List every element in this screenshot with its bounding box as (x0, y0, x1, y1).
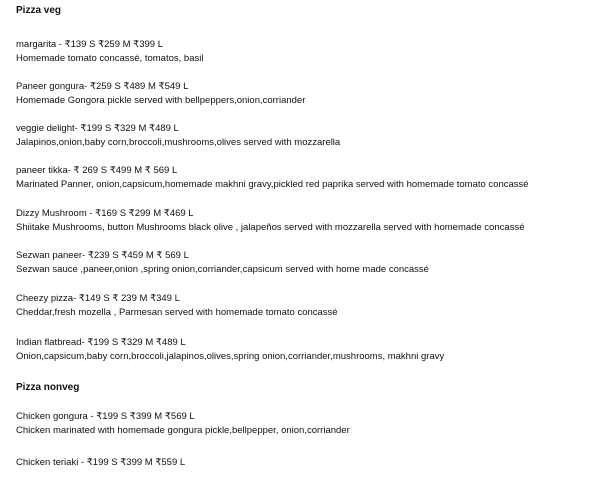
menu-item-description: Marinated Panner, onion,capsicum,homemade makhni gravy,pickled red paprika served with homemade tomato concassé (16, 179, 529, 190)
menu-item-description: Jalapinos,onion,baby corn,broccoli,mushrooms,olives served with mozzarella (16, 137, 341, 148)
menu-item-indian-flatbread (16, 337, 596, 363)
menu-item-title: veggie delight- ₹199 S ₹329 M ₹489 L (16, 123, 179, 134)
menu-item-title: Chicken gongura - ₹199 S ₹399 M ₹569 L (16, 411, 195, 422)
menu-item-title: Sezwan paneer- ₹239 S ₹459 M ₹ 569 L (16, 250, 189, 261)
menu-item-title: paneer tikka- ₹ 269 S ₹499 M ₹ 569 L (16, 165, 178, 176)
menu-item-title: Dizzy Mushroom - ₹169 S ₹299 M ₹469 L (16, 208, 194, 219)
menu-item-dizzy-mushroom (16, 208, 596, 234)
menu-item-title: Cheezy pizza- ₹149 S ₹ 239 M ₹349 L (16, 293, 180, 304)
menu-item-title: margarita - ₹139 S ₹259 M ₹399 L (16, 39, 163, 50)
menu-item-paneer-tikka (16, 165, 596, 191)
menu-item-description: Shiitake Mushrooms, button Mushrooms black olive , jalapeños served with mozzarella served with homemade concassé (16, 222, 525, 233)
menu-item-sezwan-paneer (16, 250, 596, 276)
menu-item-veggie-delight (16, 123, 596, 149)
menu-item-description: Homemade tomato concassé, tomatos, basil (16, 53, 204, 64)
menu-item-title: Indian flatbread- ₹199 S ₹329 M ₹489 L (16, 337, 186, 348)
menu-item-title: Paneer gongura- ₹259 S ₹489 M ₹549 L (16, 81, 189, 92)
menu-item-chicken-teriaki (16, 457, 596, 469)
menu-item-description: Sezwan sauce ,paneer,onion ,spring onion,corriander,capsicum served with home made concassé (16, 264, 429, 275)
menu-item-margarita (16, 39, 596, 65)
menu-item-description: Homemade Gongora pickle served with bellpeppers,onion,corriander (16, 95, 306, 106)
menu-item-description: Cheddar,fresh mozella , Parmesan served with homemade tomato concassé (16, 307, 338, 318)
section-heading-pizza-nonveg: Pizza nonveg (16, 382, 80, 393)
menu-item-title: Chicken teriaki - ₹199 S ₹399 M ₹559 L (16, 457, 186, 468)
menu-item-cheezy-pizza (16, 293, 596, 319)
menu-item-chicken-gongura (16, 411, 596, 437)
menu-item-description: Onion,capsicum,baby corn,broccoli,jalapinos,olives,spring onion,corriander,mushrooms, makhni gravy (16, 351, 445, 362)
menu-item-description: Chicken marinated with homemade gongura pickle,bellpepper, onion,corriander (16, 425, 350, 436)
section-heading-pizza-veg: Pizza veg (16, 5, 62, 16)
menu-item-paneer-gongura (16, 81, 596, 107)
